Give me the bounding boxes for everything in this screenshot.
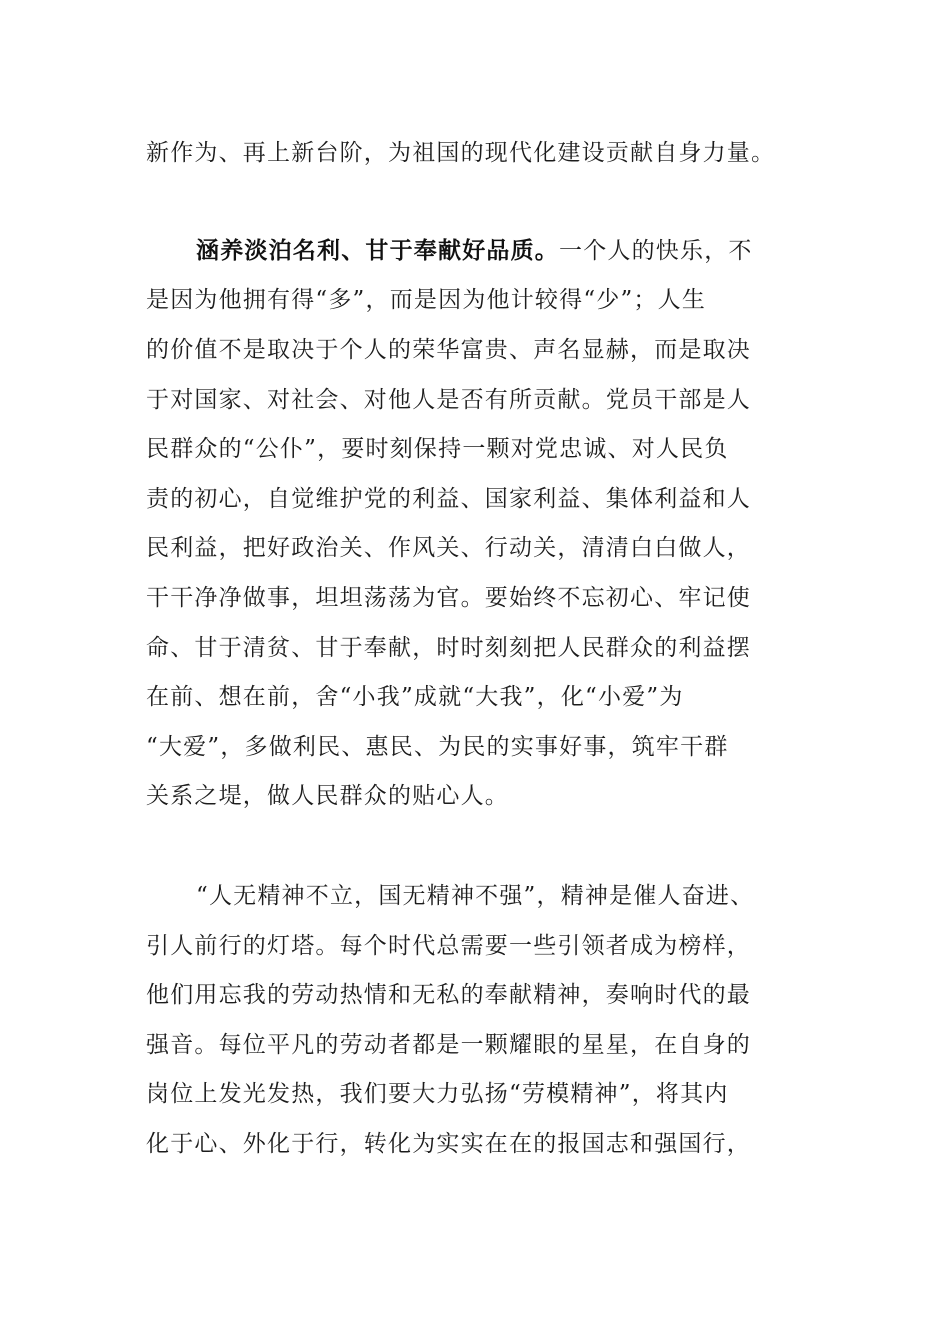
- paragraph-2-line-6: 责的初心，自觉维护党的利益、国家利益、集体利益和人: [146, 486, 751, 512]
- paragraph-2-line-5: 民群众的“公仆”，要时刻保持一颗对党忠诚、对人民负: [146, 436, 729, 462]
- paragraph-3-line-1: “人无精神不立，国无精神不强”，精神是催人奋进、: [196, 883, 755, 909]
- paragraph-2-line-7: 民利益，把好政治关、作风关、行动关，清清白白做人，: [146, 535, 751, 561]
- paragraph-2-line-8: 干干净净做事，坦坦荡荡为官。要始终不忘初心、牢记使: [146, 585, 751, 611]
- paragraph-2-line-12: 关系之堤，做人民群众的贴心人。: [146, 783, 509, 809]
- paragraph-2-line-2: 是因为他拥有得“多”，而是因为他计较得“少”；人生: [146, 287, 707, 313]
- paragraph-3-line-2: 引人前行的灯塔。每个时代总需要一些引领者成为榜样，: [146, 933, 751, 959]
- paragraph-1-line-1: 新作为、再上新台阶，为祖国的现代化建设贡献自身力量。: [146, 140, 776, 166]
- paragraph-2-line-1-rest: 一个人的快乐，不: [559, 238, 753, 264]
- paragraph-2-line-10: 在前、想在前，舍“小我”成就“大我”，化“小爱”为: [146, 684, 684, 710]
- paragraph-2-heading: 涵养淡泊名利、甘于奉献好品质。: [196, 238, 559, 264]
- paragraph-2-line-4: 于对国家、对社会、对他人是否有所贡献。党员干部是人: [146, 387, 751, 413]
- paragraph-3-line-6: 化于心、外化于行，转化为实实在在的报国志和强国行，: [146, 1131, 751, 1157]
- paragraph-2-line-11: “大爱”，多做利民、惠民、为民的实事好事，筑牢干群: [146, 734, 729, 760]
- paragraph-3-line-5: 岗位上发光发热，我们要大力弘扬“劳模精神”，将其内: [146, 1081, 729, 1107]
- paragraph-3-line-3: 他们用忘我的劳动热情和无私的奉献精神，奏响时代的最: [146, 982, 751, 1008]
- paragraph-2-line-9: 命、甘于清贫、甘于奉献，时时刻刻把人民群众的利益摆: [146, 635, 751, 661]
- paragraph-2-line-1: [196, 231, 806, 271]
- paragraph-2-line-3: 的价值不是取决于个人的荣华富贵、声名显赫，而是取决: [146, 337, 751, 363]
- paragraph-3-line-4: 强音。每位平凡的劳动者都是一颗耀眼的星星，在自身的: [146, 1032, 751, 1058]
